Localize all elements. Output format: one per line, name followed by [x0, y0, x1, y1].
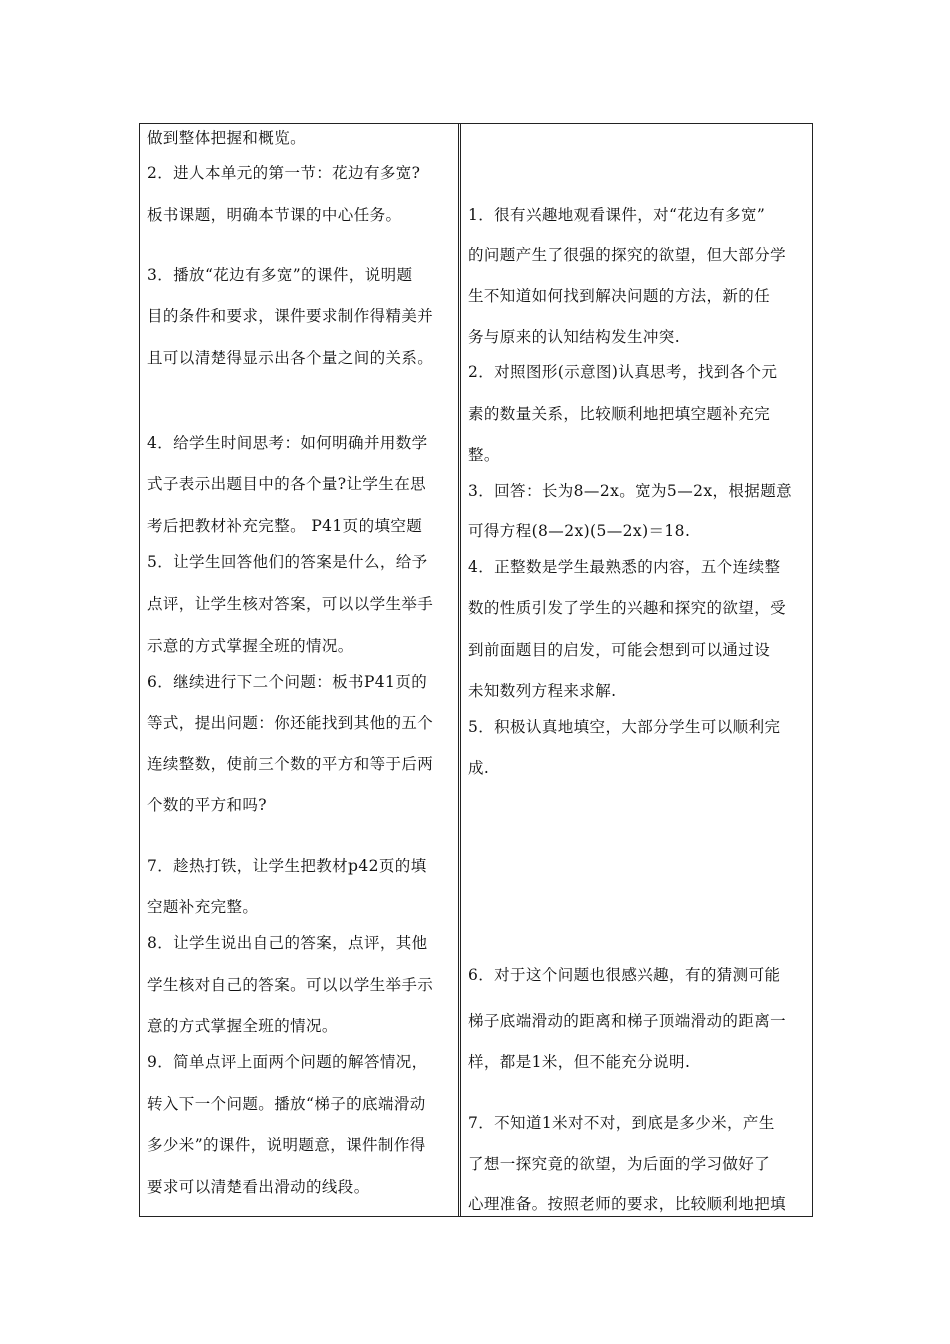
left-line-23: 转入下一个问题。播放“梯子的底端滑动: [147, 1095, 426, 1113]
left-line-14: 等式，提出问题：你还能找到其他的五个: [147, 714, 434, 732]
left-line-1: 做到整体把握和概览。: [147, 129, 307, 147]
right-line-2: 的问题产生了很强的探究的欲望，但大部分学: [468, 246, 787, 264]
left-line-19: 8．让学生说出自己的答案，点评，其他: [147, 934, 428, 952]
left-line-11: 点评，让学生核对答案，可以以学生举手: [147, 595, 434, 613]
right-line-6: 素的数量关系，比较顺利地把填空题补充完: [468, 405, 771, 423]
left-line-12: 示意的方式掌握全班的情况。: [147, 637, 354, 655]
column-divider: [458, 123, 461, 1217]
left-line-22: 9．简单点评上面两个问题的解答情况，: [147, 1053, 428, 1071]
right-line-14: 5．积极认真地填空，大部分学生可以顺利完: [468, 718, 781, 736]
left-line-24: 多少米”的课件，说明题意，课件制作得: [147, 1136, 426, 1154]
right-line-17: 梯子底端滑动的距离和梯子顶端滑动的距离一: [468, 1012, 787, 1030]
right-line-10: 4．正整数是学生最熟悉的内容，五个连续整: [468, 558, 781, 576]
left-line-8: 式子表示出题目中的各个量?让学生在思: [147, 475, 427, 493]
right-line-21: 心理准备。按照老师的要求，比较顺利地把填: [468, 1195, 787, 1213]
left-line-2: 2．进人本单元的第一节：花边有多宽?: [147, 164, 421, 182]
left-line-6: 且可以清楚得显示出各个量之间的关系。: [147, 349, 434, 367]
right-line-19: 7．不知道1米对不对，到底是多少米，产生: [468, 1114, 775, 1132]
right-line-12: 到前面题目的启发，可能会想到可以通过设: [468, 641, 771, 659]
right-line-18: 样，都是1米，但不能充分说明.: [468, 1053, 691, 1071]
left-line-4: 3．播放“花边有多宽”的课件，说明题: [147, 266, 413, 284]
right-line-1: 1．很有兴趣地观看课件，对“花边有多宽”: [468, 206, 766, 224]
right-line-8: 3．回答：长为8—2x。宽为5—2x，根据题意: [468, 482, 792, 500]
left-line-18: 空题补充完整。: [147, 898, 259, 916]
right-line-20: 了想一探究竟的欲望，为后面的学习做好了: [468, 1155, 771, 1173]
right-line-7: 整。: [468, 446, 500, 464]
right-line-4: 务与原来的认知结构发生冲突.: [468, 328, 681, 346]
left-line-20: 学生核对自己的答案。可以以学生举手示: [147, 976, 434, 994]
left-line-7: 4．给学生时间思考：如何明确并用数学: [147, 434, 428, 452]
left-line-5: 目的条件和要求，课件要求制作得精美并: [147, 307, 434, 325]
left-line-3: 板书课题，明确本节课的中心任务。: [147, 206, 402, 224]
left-line-9: 考后把教材补充完整。 P41页的填空题: [147, 517, 423, 535]
left-line-16: 个数的平方和吗?: [147, 796, 268, 814]
right-line-15: 成.: [468, 759, 490, 777]
right-line-3: 生不知道如何找到解决问题的方法，新的任: [468, 287, 771, 305]
left-line-21: 意的方式掌握全班的情况。: [147, 1017, 338, 1035]
left-line-13: 6．继续进行下二个问题：板书P41页的: [147, 673, 428, 691]
left-line-25: 要求可以清楚看出滑动的线段。: [147, 1178, 370, 1196]
right-line-9: 可得方程(8—2x)(5—2x)＝18.: [468, 522, 691, 540]
left-line-15: 连续整数，使前三个数的平方和等于后两: [147, 755, 434, 773]
left-line-10: 5．让学生回答他们的答案是什么，给予: [147, 553, 428, 571]
left-line-17: 7．趁热打铁，让学生把教材p42页的填: [147, 857, 427, 875]
right-line-11: 数的性质引发了学生的兴趣和探究的欲望，受: [468, 599, 787, 617]
right-line-16: 6．对于这个问题也很感兴趣，有的猜测可能: [468, 966, 781, 984]
right-line-5: 2．对照图形(示意图)认真思考，找到各个元: [468, 363, 778, 381]
right-line-13: 未知数列方程来求解.: [468, 682, 617, 700]
